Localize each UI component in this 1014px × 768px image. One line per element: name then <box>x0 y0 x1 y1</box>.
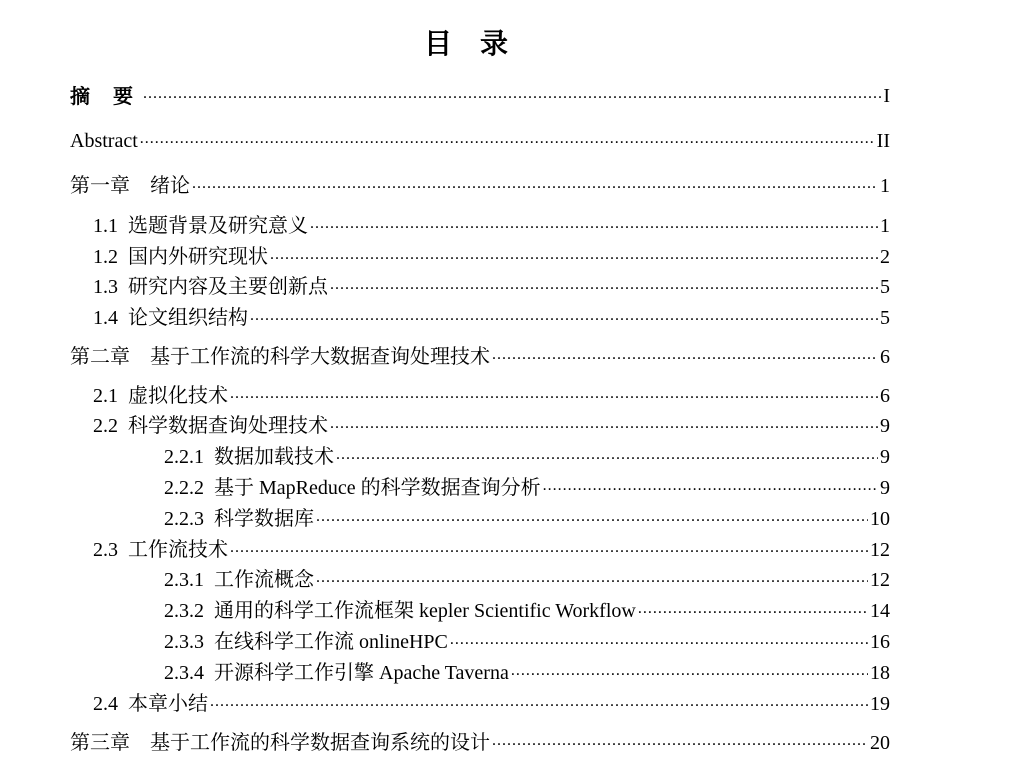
toc-entry-label: 科学数据查询处理技术 <box>128 415 328 437</box>
toc-entry-number: 2.3.1 <box>164 569 204 591</box>
dot-leader <box>270 243 878 267</box>
toc-entry-page: 5 <box>880 307 890 329</box>
toc-entry-page: 10 <box>870 508 890 530</box>
toc-entry-label: Abstract <box>70 130 138 152</box>
toc-entry-2-2[interactable] <box>93 414 890 438</box>
toc-entry-label: 在线科学工作流 onlineHPC <box>214 631 448 653</box>
toc-entry-page: I <box>883 85 890 107</box>
toc-entry-number: 2.2.1 <box>164 446 204 468</box>
toc-entry-label: 第三章 基于工作流的科学数据查询系统的设计 <box>70 732 490 754</box>
dot-leader <box>511 659 868 683</box>
dot-leader <box>450 628 868 652</box>
toc-entry-label: 基于 MapReduce 的科学数据查询分析 <box>214 477 541 499</box>
toc-entry-label: 论文组织结构 <box>128 307 248 329</box>
toc-entry-label: 开源科学工作引擎 Apache Taverna <box>214 662 509 684</box>
dot-leader <box>230 382 878 406</box>
toc-entry-number: 1.2 <box>93 246 118 268</box>
toc-entry-number: 2.3.4 <box>164 662 204 684</box>
dot-leader <box>330 273 878 297</box>
toc-entry-page: 1 <box>880 175 890 197</box>
dot-leader <box>310 212 878 236</box>
toc-entry-page: 16 <box>870 631 890 653</box>
toc-entry-1-4[interactable] <box>93 306 890 330</box>
page-title: 目录 <box>423 27 536 60</box>
toc-entry-page: 5 <box>880 276 890 298</box>
toc-entry-page: 9 <box>880 415 890 437</box>
toc-entry-number: 1.3 <box>93 276 118 298</box>
toc-entry-abstract-cn[interactable] <box>70 84 890 108</box>
toc-entry-2-3-2[interactable] <box>164 599 890 623</box>
dot-leader <box>492 343 878 367</box>
toc-entry-2-2-3[interactable] <box>164 507 890 531</box>
toc-entry-label: 第二章 基于工作流的科学大数据查询处理技术 <box>70 346 490 368</box>
toc-entry-number: 1.4 <box>93 307 118 329</box>
toc-entry-chapter-2[interactable] <box>70 345 890 369</box>
dot-leader <box>492 729 868 753</box>
toc-entry-2-4[interactable] <box>93 692 890 716</box>
toc-entry-page: 14 <box>870 600 890 622</box>
toc-entry-page: 1 <box>880 215 890 237</box>
toc-entry-number: 1.1 <box>93 215 118 237</box>
dot-leader <box>316 566 868 590</box>
toc-entry-label: 数据加载技术 <box>214 446 334 468</box>
toc-entry-label: 通用的科学工作流框架 kepler Scientific Workflow <box>214 600 636 622</box>
toc-entry-label: 选题背景及研究意义 <box>128 215 308 237</box>
toc-entry-page: 12 <box>870 539 890 561</box>
dot-leader <box>330 412 878 436</box>
toc-entry-page: 6 <box>880 385 890 407</box>
toc-entry-number: 2.4 <box>93 693 118 715</box>
toc-entry-abstract-en[interactable] <box>70 129 890 153</box>
dot-leader <box>230 536 868 560</box>
dot-leader <box>140 127 875 151</box>
toc-entry-label: 科学数据库 <box>214 508 314 530</box>
toc-entry-label: 国内外研究现状 <box>128 246 268 268</box>
dot-leader <box>336 443 878 467</box>
dot-leader <box>250 304 878 328</box>
toc-entry-2-3-3[interactable] <box>164 630 890 654</box>
dot-leader <box>192 172 878 196</box>
toc-entry-2-3[interactable] <box>93 538 890 562</box>
toc-entry-number: 2.3 <box>93 539 118 561</box>
toc-entry-page: 6 <box>880 346 890 368</box>
toc-entry-page: II <box>876 130 890 152</box>
toc-entry-page: 19 <box>870 693 890 715</box>
toc-entry-number: 2.2.2 <box>164 477 204 499</box>
toc-entry-1-1[interactable] <box>93 214 890 238</box>
toc-entry-number: 2.2.3 <box>164 508 204 530</box>
toc-entry-page: 9 <box>880 477 890 499</box>
toc-entry-label: 工作流概念 <box>214 569 314 591</box>
toc-entry-label: 第一章 绪论 <box>70 175 190 197</box>
toc-entry-number: 2.3.2 <box>164 600 204 622</box>
dot-leader <box>210 690 868 714</box>
toc-entry-page: 20 <box>870 732 890 754</box>
toc-entry-label: 研究内容及主要创新点 <box>128 276 328 298</box>
toc-entry-2-2-1[interactable] <box>164 445 890 469</box>
toc-entry-2-3-4[interactable] <box>164 661 890 685</box>
toc-entry-page: 2 <box>880 246 890 268</box>
toc-entry-2-1[interactable] <box>93 384 890 408</box>
toc-entry-label: 本章小结 <box>128 693 208 715</box>
toc-entry-2-3-1[interactable] <box>164 568 890 592</box>
toc-entry-number: 2.3.3 <box>164 631 204 653</box>
toc-entry-chapter-3[interactable] <box>70 731 890 755</box>
toc-entry-label: 虚拟化技术 <box>128 385 228 407</box>
dot-leader <box>316 505 868 529</box>
toc-entry-number: 2.1 <box>93 385 118 407</box>
toc-entry-label: 工作流技术 <box>128 539 228 561</box>
dot-leader <box>143 82 881 106</box>
toc-entry-page: 9 <box>880 446 890 468</box>
toc-entry-chapter-1[interactable] <box>70 174 890 198</box>
toc-entry-1-2[interactable] <box>93 245 890 269</box>
toc-entry-number: 2.2 <box>93 415 118 437</box>
toc-entry-label: 摘 要 <box>70 84 141 108</box>
toc-entry-2-2-2[interactable] <box>164 476 890 500</box>
toc-entry-page: 18 <box>870 662 890 684</box>
dot-leader <box>543 474 878 498</box>
toc-entry-1-3[interactable] <box>93 275 890 299</box>
toc-entry-page: 12 <box>870 569 890 591</box>
dot-leader <box>638 597 868 621</box>
